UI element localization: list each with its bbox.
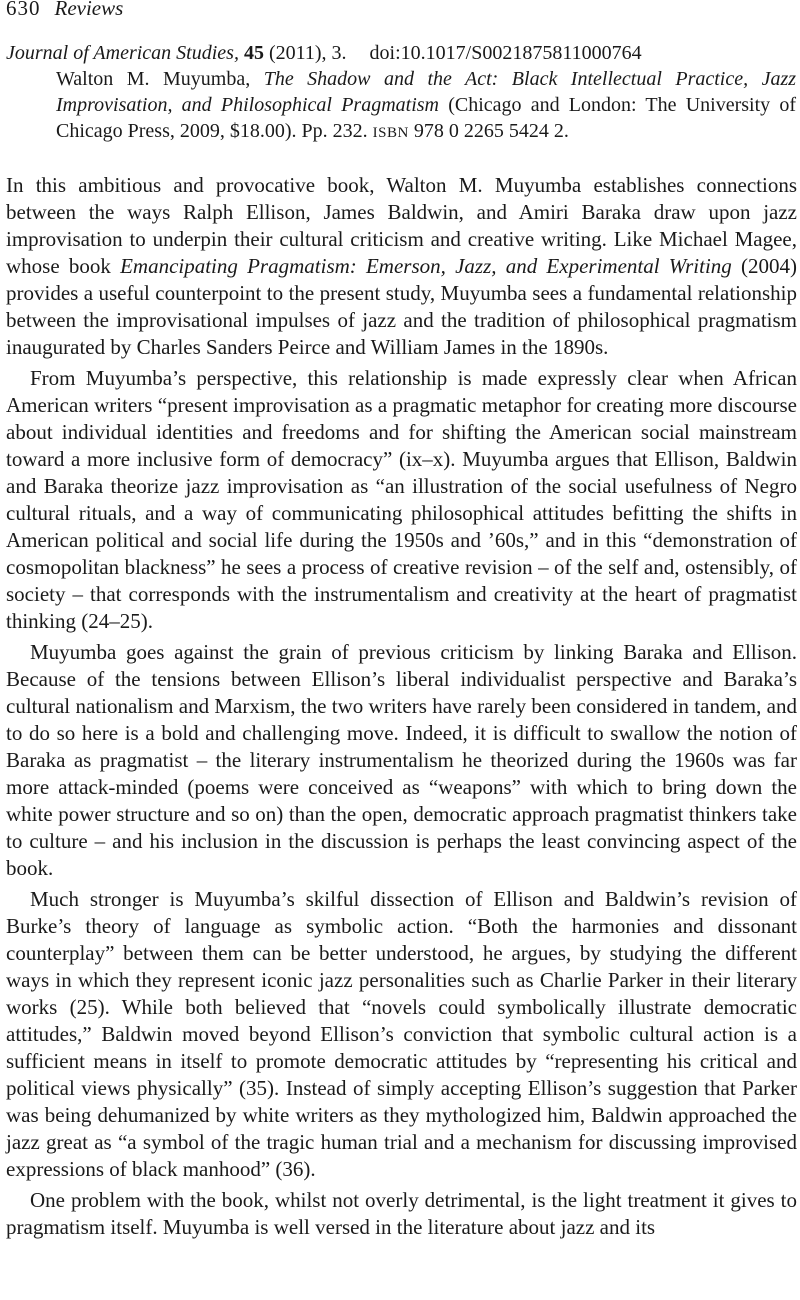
book-title: The Shadow and the Act: Black Intellectual Practice, Jazz Improvisation, and Philosophical Pragmatism [56, 68, 797, 116]
review-citation [6, 40, 796, 146]
journal-volume: 45 [243, 42, 264, 64]
paragraph-1-text-a: In this ambitious and provocative book, Walton M. Muyumba establishes connections between the ways Ralph Ellison, James Baldwin, and Amiri Baraka draw upon jazz improvisation to underpin their cultural criticism and creative writing. Like Michael Magee, whose book [6, 173, 797, 278]
review-body [6, 172, 797, 1245]
section-title: Reviews [54, 0, 124, 20]
paragraph-1-text-b: (2004) provides a useful counterpoint to the present study, Muyumba sees a fundamental relationship between the improvisational impulses of jazz and the tradition of philosophical pragmatism inaugurated by Charles Sanders Peirce and William James in the 1890s. [6, 254, 797, 359]
book-reference [56, 66, 796, 146]
doi: doi:10.1017/S0021875811000764 [369, 42, 642, 64]
journal-line [6, 40, 796, 66]
isbn-label: ISBN [372, 125, 409, 141]
book-author: Walton M. Muyumba, [56, 68, 251, 90]
paragraph-3: Muyumba goes against the grain of previous criticism by linking Baraka and Ellison. Because of the tensions between Ellison’s liberal individualist perspective and Baraka’s cultural nationalism and Marxism, the two writers have rarely been considered in tandem, and to do so here is a bold and challenging move. Indeed, it is difficult to swallow the notion of Baraka as pragmatist – the literary instrumentalism he theorized during the 1960s was far more attack-minded (poems were conceived as “weapons” with which to bring down the white power structure and so on) than the open, democratic approach pragmatist thinkers take to culture – and his inclusion in the discussion is perhaps the least convincing aspect of the book. [6, 640, 797, 880]
cited-book-title: Emancipating Pragmatism: Emerson, Jazz, and Experimental Writing [120, 254, 732, 278]
journal-name: Journal of American Studies, [6, 42, 239, 64]
book-publisher: (Chicago and London: The University of Chicago Press, 2009, $18.00). Pp. 232. [56, 94, 796, 142]
paragraph-2: From Muyumba’s perspective, this relationship is made expressly clear when African American writers “present improvisation as a pragmatic metaphor for creating more discourse about individual identities and freedoms and for shifting the American social mainstream toward a more inclusive form of democracy” (ix–x). Muyumba argues that Ellison, Baldwin and Baraka theorize jazz improvisation as “an illustration of the social usefulness of Negro cultural rituals, and a way of communicating philosophical attitudes befitting the shifts in American political and social life during the 1950s and ’60s,” and in this “demonstration of cosmopolitan blackness” he sees a process of creative revision – of the self and, ostensibly, of society – that corresponds with the instrumentalism and creativity at the heart of pragmatist thinking (24–25). [6, 366, 797, 633]
paragraph-1 [6, 172, 797, 361]
paragraph-5: One problem with the book, whilst not overly detrimental, is the light treatment it gives to pragmatism itself. Muyumba is well versed in the literature about jazz and its [6, 1188, 797, 1239]
isbn: 978 0 2265 5424 2. [413, 120, 569, 142]
journal-issue: (2011), 3. [268, 42, 347, 64]
page-number: 630 [6, 0, 41, 20]
paragraph-4: Much stronger is Muyumba’s skilful dissection of Ellison and Baldwin’s revision of Burke’s theory of language as symbolic action. “Both the harmonies and dissonant counterplay” between them can be better understood, he argues, by studying the different ways in which they represent iconic jazz personalities such as Charlie Parker in their literary works (25). While both believed that “novels could symbolically illustrate democratic attitudes,” Baldwin moved beyond Ellison’s conviction that symbolic cultural action is a sufficient means in itself to promote democratic attitudes by “representing his critical and political views physically” (35). Instead of simply accepting Ellison’s suggestion that Parker was being dehumanized by white writers as they mythologized him, Baldwin approached the jazz great as “a symbol of the tragic human trial and a mechanism for discussing improvised expressions of black manhood” (36). [6, 887, 797, 1181]
running-header [6, 0, 123, 22]
